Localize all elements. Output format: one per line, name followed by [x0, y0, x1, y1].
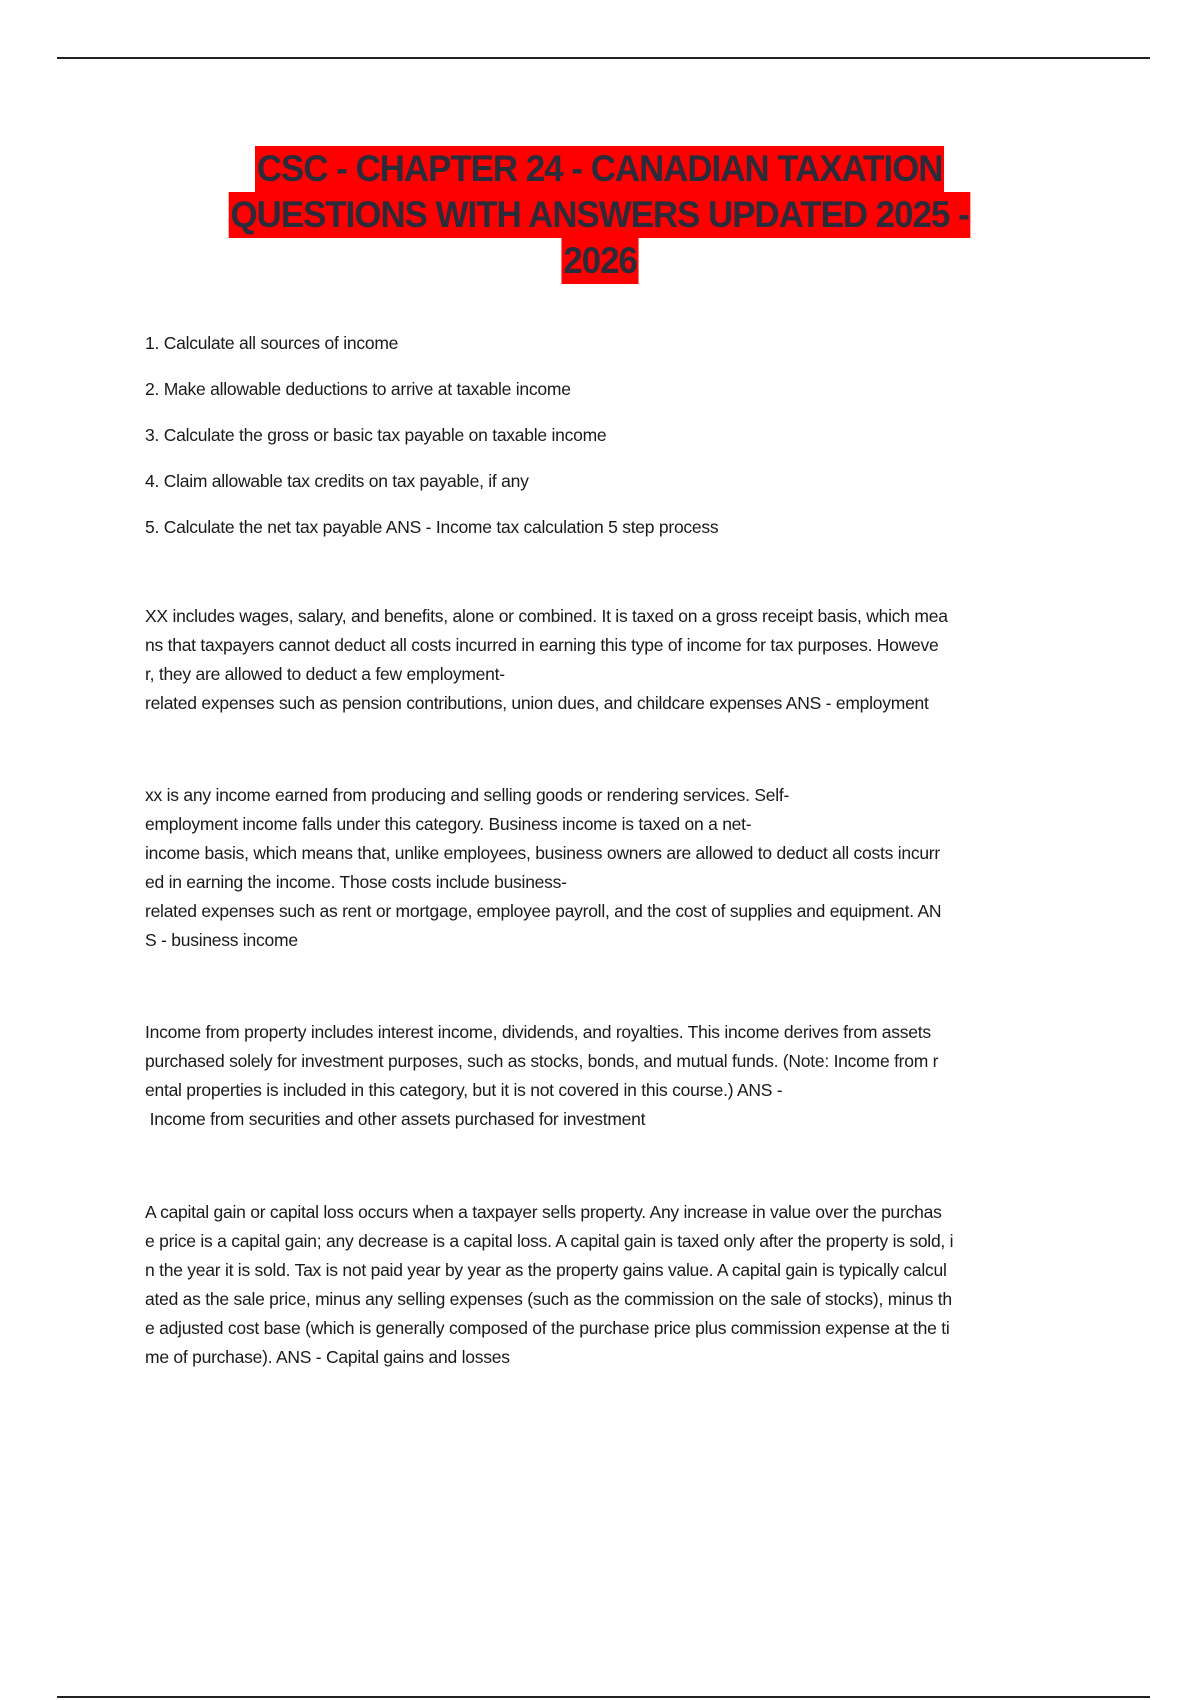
text-line: ed in earning the income. Those costs include business- [145, 872, 567, 892]
paragraph-capital-gains [145, 1198, 1105, 1372]
text-line: ns that taxpayers cannot deduct all costs incurred in earning this type of income for tax purposes. Howeve [145, 635, 939, 655]
text-line: e adjusted cost base (which is generally composed of the purchase price plus commission expense at the ti [145, 1318, 950, 1338]
footer-rule [57, 1696, 1150, 1698]
list-item: 1. Calculate all sources of income [145, 333, 399, 353]
text-line: ated as the sale price, minus any selling expenses (such as the commission on the sale of stocks), minus th [145, 1289, 952, 1309]
paragraph-business-income [145, 781, 1105, 955]
paragraph-property-income [145, 1018, 1105, 1134]
text-line: purchased solely for investment purposes, such as stocks, bonds, and mutual funds. (Note: Income from r [145, 1051, 939, 1071]
text-line: ental properties is included in this category, but it is not covered in this course.) ANS - [145, 1080, 783, 1100]
text-line: me of purchase). ANS - Capital gains and losses [145, 1347, 510, 1367]
list-item: 4. Claim allowable tax credits on tax payable, if any [145, 471, 529, 491]
steps-list [145, 320, 1105, 550]
paragraph-employment [145, 602, 1105, 718]
document-title [0, 146, 1200, 284]
text-line: XX includes wages, salary, and benefits, alone or combined. It is taxed on a gross receipt basis, which mea [145, 606, 948, 626]
text-line: employment income falls under this category. Business income is taxed on a net- [145, 814, 752, 834]
text-line: xx is any income earned from producing and selling goods or rendering services. Self- [145, 785, 790, 805]
header-rule [57, 57, 1150, 59]
title-line: QUESTIONS WITH ANSWERS UPDATED 2025 - [229, 192, 971, 238]
text-line: e price is a capital gain; any decrease is a capital loss. A capital gain is taxed only after the property is sold, i [145, 1231, 954, 1251]
text-line: A capital gain or capital loss occurs when a taxpayer sells property. Any increase in value over the purchas [145, 1202, 942, 1222]
text-line: Income from property includes interest income, dividends, and royalties. This income derives from assets [145, 1022, 931, 1042]
text-line: income basis, which means that, unlike employees, business owners are allowed to deduct all costs incurr [145, 843, 940, 863]
title-line: CSC - CHAPTER 24 - CANADIAN TAXATION [255, 146, 944, 192]
text-line: Income from securities and other assets purchased for investment [145, 1109, 646, 1129]
list-item: 5. Calculate the net tax payable ANS - Income tax calculation 5 step process [145, 517, 719, 537]
text-line: related expenses such as pension contributions, union dues, and childcare expenses ANS - employment [145, 693, 929, 713]
text-line: n the year it is sold. Tax is not paid year by year as the property gains value. A capital gain is typically calcul [145, 1260, 947, 1280]
list-item: 2. Make allowable deductions to arrive at taxable income [145, 379, 571, 399]
text-line: r, they are allowed to deduct a few employment- [145, 664, 505, 684]
text-line: related expenses such as rent or mortgage, employee payroll, and the cost of supplies and equipment. AN [145, 901, 942, 921]
text-line: S - business income [145, 930, 298, 950]
list-item: 3. Calculate the gross or basic tax payable on taxable income [145, 425, 607, 445]
title-line: 2026 [561, 238, 638, 284]
